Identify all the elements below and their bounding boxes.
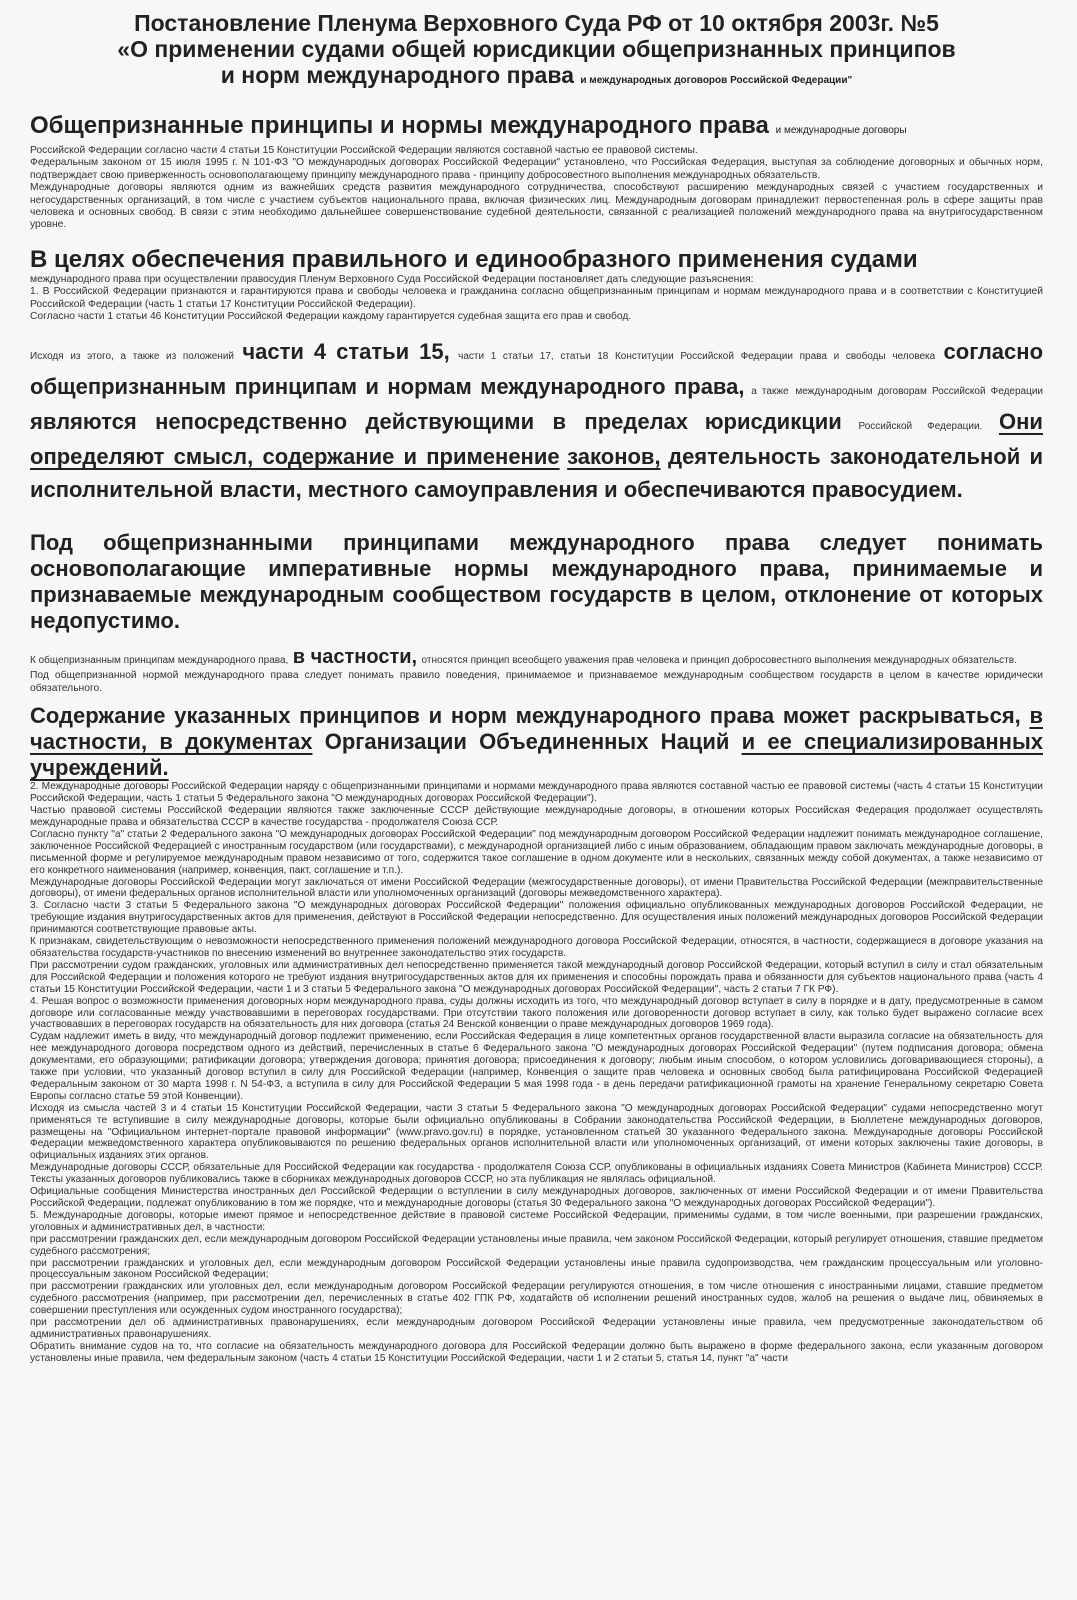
examples-big: в частности, <box>292 646 418 669</box>
direct-effect-underlined-2: законов, <box>567 444 661 470</box>
paragraph: Официальные сообщения Министерства иностранных дел Российской Федерации о вступлении в силу международных договоров, заключенных от имени Российской Федерации и от имени Правительства Российской Федерации, подлежат опубликованию в том же порядке, что и международные договоры (статья 30 Федерального закона "О международных договорах Российской Федерации"). <box>30 1186 1043 1209</box>
title-line-3-tail: и международных договоров Российской Федерации" <box>580 75 853 86</box>
paragraph: Федеральным законом от 15 июля 1995 г. N 101-ФЗ "О международных договорах Российской Федерации" установлено, что Российская Федерация, выступая за соблюдение договорных и обычных норм, подтверждает свою приверженность основополагающему принципу международного права - принципу добросовестного выполнения международных обязательств. <box>30 157 1043 181</box>
paragraph: Согласно части 1 статьи 46 Конституции Российской Федерации каждому гарантируется судебная защита его прав и свобод. <box>30 311 632 323</box>
purpose-heading: В целях обеспечения правильного и единообразного применения судами <box>30 245 918 273</box>
direct-effect-small-3: а также <box>751 386 789 398</box>
section-examples <box>30 648 1043 670</box>
paragraph: Частью правовой системы Российской Федерации являются также заключенные СССР действующие международные договоры, в отношении которых Российская Федерация продолжает осуществлять международные права и обязательства СССР в качестве государства - продолжателя Союза ССР. <box>30 805 1043 828</box>
section-content-disclosure <box>30 703 1043 781</box>
paragraph: Исходя из смысла частей 3 и 4 статьи 15 Конституции Российской Федерации, части 3 статьи 5 Федерального закона "О международных договорах Российской Федерации" судами непосредственно могут применяться те вступившие в силу международные договоры, которые были официально опубликованы в Собрании законодательства Российской Федерации, в Бюллетене международных договоров, размещены на "Официальном интернет-портале правовой информации" (www.pravo.gov.ru) в порядке, установленном статьей 30 указанного Федерального закона. Международные договоры Российской Федерации межведомственного характера опубликовываются по решению федеральных органов исполнительной власти или уполномоченных организаций, от имени которых заключены такие договоры, в официальных изданиях этих органов. <box>30 1102 1043 1162</box>
paragraph: при рассмотрении гражданских дел, если международным договором Российской Федерации установлены иные правила, чем законом Российской Федерации, который регулирует отношения, ставшие предметом судебного рассмотрения; <box>30 1233 1043 1257</box>
section-treaties <box>30 781 1043 1364</box>
direct-effect-big-5: деятельность законодательной и исполнительной власти, местного самоуправления и обеспечиваются правосудием. <box>30 444 1043 503</box>
title-line-1: Постановление Пленума Верховного Суда РФ от 10 октября 2003г. №5 <box>134 10 939 36</box>
examples-small-2: относятся принцип всеобщего уважения прав человека и принцип добросовестного выполнения международных обязательств. <box>421 655 1017 667</box>
principles-heading-text: Общепризнанные принципы и нормы международного права <box>30 112 769 139</box>
paragraph: 2. Международные договоры Российской Федерации наряду с общепризнанными принципами и нормами международного права являются составной частью ее правовой системы (часть 4 статьи 15 Конституции Российской Федерации, часть 1 статьи 5 Федерального закона "О международных договорах Российской Федерации"). <box>30 781 1043 805</box>
principles-text <box>30 145 1043 232</box>
title-line-3-main: и норм международного права <box>220 62 574 88</box>
paragraph: Международные договоры являются одним из важнейших средств развития международного сотрудничества, способствуют расширению международных связей с участием государственных и негосударственных организаций, в том числе с участием субъектов национального права, включая физических лиц. Международным договорам принадлежит первостепенная роль в сфере защиты прав человека и основных свобод. В связи с этим необходимо дальнейшее совершенствование судебной деятельности, связанной с реализацией положений международного права на внутригосударственном уровне. <box>30 182 1043 231</box>
title-line-2: «О применении судами общей юрисдикции общепризнанных принципов <box>117 36 956 62</box>
paragraph: 5. Международные договоры, которые имеют прямое и непосредственное действие в правовой системе Российской Федерации, применимы судами, в том числе военными, при разрешении гражданских, уголовных и административных дел, в частности: <box>30 1209 1043 1233</box>
paragraph: Российской Федерации согласно части 4 статьи 15 Конституции Российской Федерации являются составной частью ее правовой системы. <box>30 145 698 156</box>
examples-small-1: К общепризнанным принципам международного права, <box>30 655 289 667</box>
paragraph: Международные договоры СССР, обязательные для Российской Федерации как государства - продолжателя Союза ССР, опубликованы в официальных изданиях Совета Министров (Кабинета Министров) СССР. Тексты указанных договоров публиковались также в сборниках международных договоров СССР, но эта публикация не являлась официальной. <box>30 1162 1043 1186</box>
paragraph: Судам надлежит иметь в виду, что международный договор подлежит применению, если Российская Федерация в лице компетентных органов государственной власти выразила согласие на обязательность для нее международного договора посредством одного из действий, перечисленных в статье 6 Федерального закона "О международных договорах Российской Федерации" (путем подписания договора; обмена документами, его образующими; ратификации договора; утверждения договора; принятия договора; присоединения к договору; любым иным способом, о котором условились договаривающиеся стороны), а также при условии, что указанный договор вступил в силу для Российской Федерации (например, Конвенция о защите прав человека и основных свобод была ратифицирована Российской Федерацией Федеральным законом от 30 марта 1998 г. N 54-ФЗ, а вступила в силу для Российской Федерации 5 мая 1998 года - в день передачи ратификационной грамоты на хранение Генеральному секретарю Совета Европы согласно статье 59 этой Конвенции). <box>30 1031 1043 1102</box>
disclosure-part-1: Содержание указанных принципов и норм международного права может раскрываться, <box>30 703 1021 729</box>
paragraph: К признакам, свидетельствующим о невозможности непосредственного применения положений международного договора Российской Федерации, относятся, в частности, содержащиеся в договоре указания на обязательства государств-участников по внесению изменений во внутреннее законодательство этих государств. <box>30 936 1043 959</box>
principles-heading <box>30 112 1043 145</box>
paragraph: Обратить внимание судов на то, что согласие на обязательность международного договора для Российской Федерации должно быть выражено в форме федерального закона, если указанным договором установлены иные правила, чем федеральным законом (часть 4 статьи 15 Конституции Российской Федерации, части 1 и 2 статьи 5, статья 14, пункт "а" части <box>30 1340 1043 1364</box>
paragraph: международного права при осуществлении правосудия Пленум Верховного Суда Российской Федерации постановляет дать следующие разъяснения: <box>30 273 754 285</box>
section-principles <box>30 112 1043 232</box>
disclosure-part-4: и ее специализированных учреждений. <box>30 729 1043 781</box>
direct-effect-big-3: являются непосредственно действующими в пределах <box>30 409 689 435</box>
disclosure-part-2: в частности, в документах <box>30 703 1043 755</box>
paragraph: при рассмотрении гражданских и уголовных дел, если международным договором Российской Федерации установлены иные правила судопроизводства, чем гражданским процессуальным или уголовно-процессуальным законом Российской Федерации; <box>30 1257 1043 1281</box>
paragraph: 4. Решая вопрос о возможности применения договорных норм международного права, суды должны исходить из того, что международный договор вступает в силу в порядке и в дату, предусмотренные в самом договоре или согласованные между участвовавшими в переговорах государствами. При отсутствии такого положения или договоренности договор вступает в силу, как только будет выражено согласие всех участвовавших в переговорах государств на обязательность для них договора (статья 24 Венской конвенции о праве международных договоров 1969 года). <box>30 995 1043 1031</box>
section-general-principles-definition: Под общепризнанными принципами международного права следует понимать основополагающие императивные нормы международного права, принимаемые и признаваемые международным сообществом государств в целом, отклонение от которых недопустимо. <box>30 530 1043 634</box>
paragraph: Согласно пункту "а" статьи 2 Федерального закона "О международных договорах Российской Федерации" под международным договором Российской Федерации надлежит понимать международное соглашение, заключенное Российской Федерацией с иностранным государством (или государствами), с международной организацией либо с иным образованием, обладающим правом заключать международные договоры, в письменной форме и регулируемое международным правом независимо от того, содержится такое соглашение в одном документе или в нескольких, связанных между собой документах, а также независимо от его конкретного наименования (например, конвенция, пакт, соглашение и т.п.). <box>30 828 1043 876</box>
paragraph: 1. В Российской Федерации признаются и гарантируются права и свободы человека и гражданина согласно общепризнанным принципам и нормам международного права и в соответствии с Конституцией Российской Федерации (часть 1 статьи 17 Конституции Российской Федерации). <box>30 286 1043 310</box>
direct-effect-big-2: согласно общепризнанным принципам и нормам международного права, <box>30 339 1044 400</box>
disclosure-part-3: Организации Объединенных Наций <box>324 729 730 755</box>
paragraph: При рассмотрении судом гражданских, уголовных или административных дел непосредственно применяется такой международный договор Российской Федерации, который вступил в силу и стал обязательным для Российской Федерации и положения которого не требуют издания внутригосударственных актов для их применения и способны порождать права и обязанности для субъектов национального права (часть 4 статьи 15 Конституции Российской Федерации, части 1 и 3 статьи 5 Федерального закона "О международных договорах Российской Федерации", часть 2 статьи 7 ГК РФ). <box>30 959 1043 995</box>
direct-effect-small-4: международным договорам Российской Федерации <box>795 386 1043 398</box>
paragraph: при рассмотрении гражданских или уголовных дел, если международным договором Российской Федерации регулируются отношения, в том числе отношения с иностранными лицами, ставшие предметом судебного рассмотрения (например, при рассмотрении дел, перечисленных в статье 402 ГПК РФ, ходатайств об исполнении решений иностранных судов, жалоб на решения о выдаче лиц, обвиняемых в совершении преступления или осужденных судом иностранного государства); <box>30 1281 1043 1317</box>
section-direct-effect <box>30 337 1043 508</box>
paragraph: 3. Согласно части 3 статьи 5 Федерального закона "О международных договорах Российской Федерации" положения официально опубликованных международных договоров Российской Федерации, не требующие издания внутригосударственных актов для применения, действуют в Российской Федерации непосредственно. Для осуществления иных положений международных договоров Российской Федерации принимаются соответствующие правовые акты. <box>30 900 1043 936</box>
section-purpose <box>30 246 1043 324</box>
direct-effect-small-2: части 1 статьи 17, статьи 18 Конституции Российской Федерации права и свободы человека <box>458 351 936 363</box>
paragraph: при рассмотрении дел об административных правонарушениях, если международным договором Российской Федерации установлены иные правила, чем предусмотренные законодательством об административных правонарушениях. <box>30 1317 1043 1340</box>
direct-effect-big-1: части 4 статьи 15, <box>242 339 450 365</box>
document-title <box>30 10 1043 94</box>
purpose-text <box>30 274 1043 324</box>
title-line-3 <box>30 62 1043 94</box>
direct-effect-small-1: Исходя из этого, а также из положений <box>30 351 234 363</box>
direct-effect-big-4: юрисдикции <box>704 409 842 435</box>
direct-effect-small-5: Российской Федерации. <box>858 421 983 433</box>
principles-heading-tail: и международные договоры <box>775 125 907 136</box>
direct-effect-underlined-1: Они определяют смысл, содержание и применение <box>30 409 1043 470</box>
norm-definition-text: Под общепризнанной нормой международного права следует понимать правило поведения, принимаемое и признаваемое международным сообществом государств в целом в качестве юридически обязательного. <box>30 670 1043 694</box>
paragraph: Международные договоры Российской Федерации могут заключаться от имени Российской Федерации (межгосударственные договоры), от имени Правительства Российской Федерации (межправительственные договоры), от имени федеральных органов исполнительной власти или уполномоченных организаций (договоры межведомственного характера). <box>30 876 1043 900</box>
